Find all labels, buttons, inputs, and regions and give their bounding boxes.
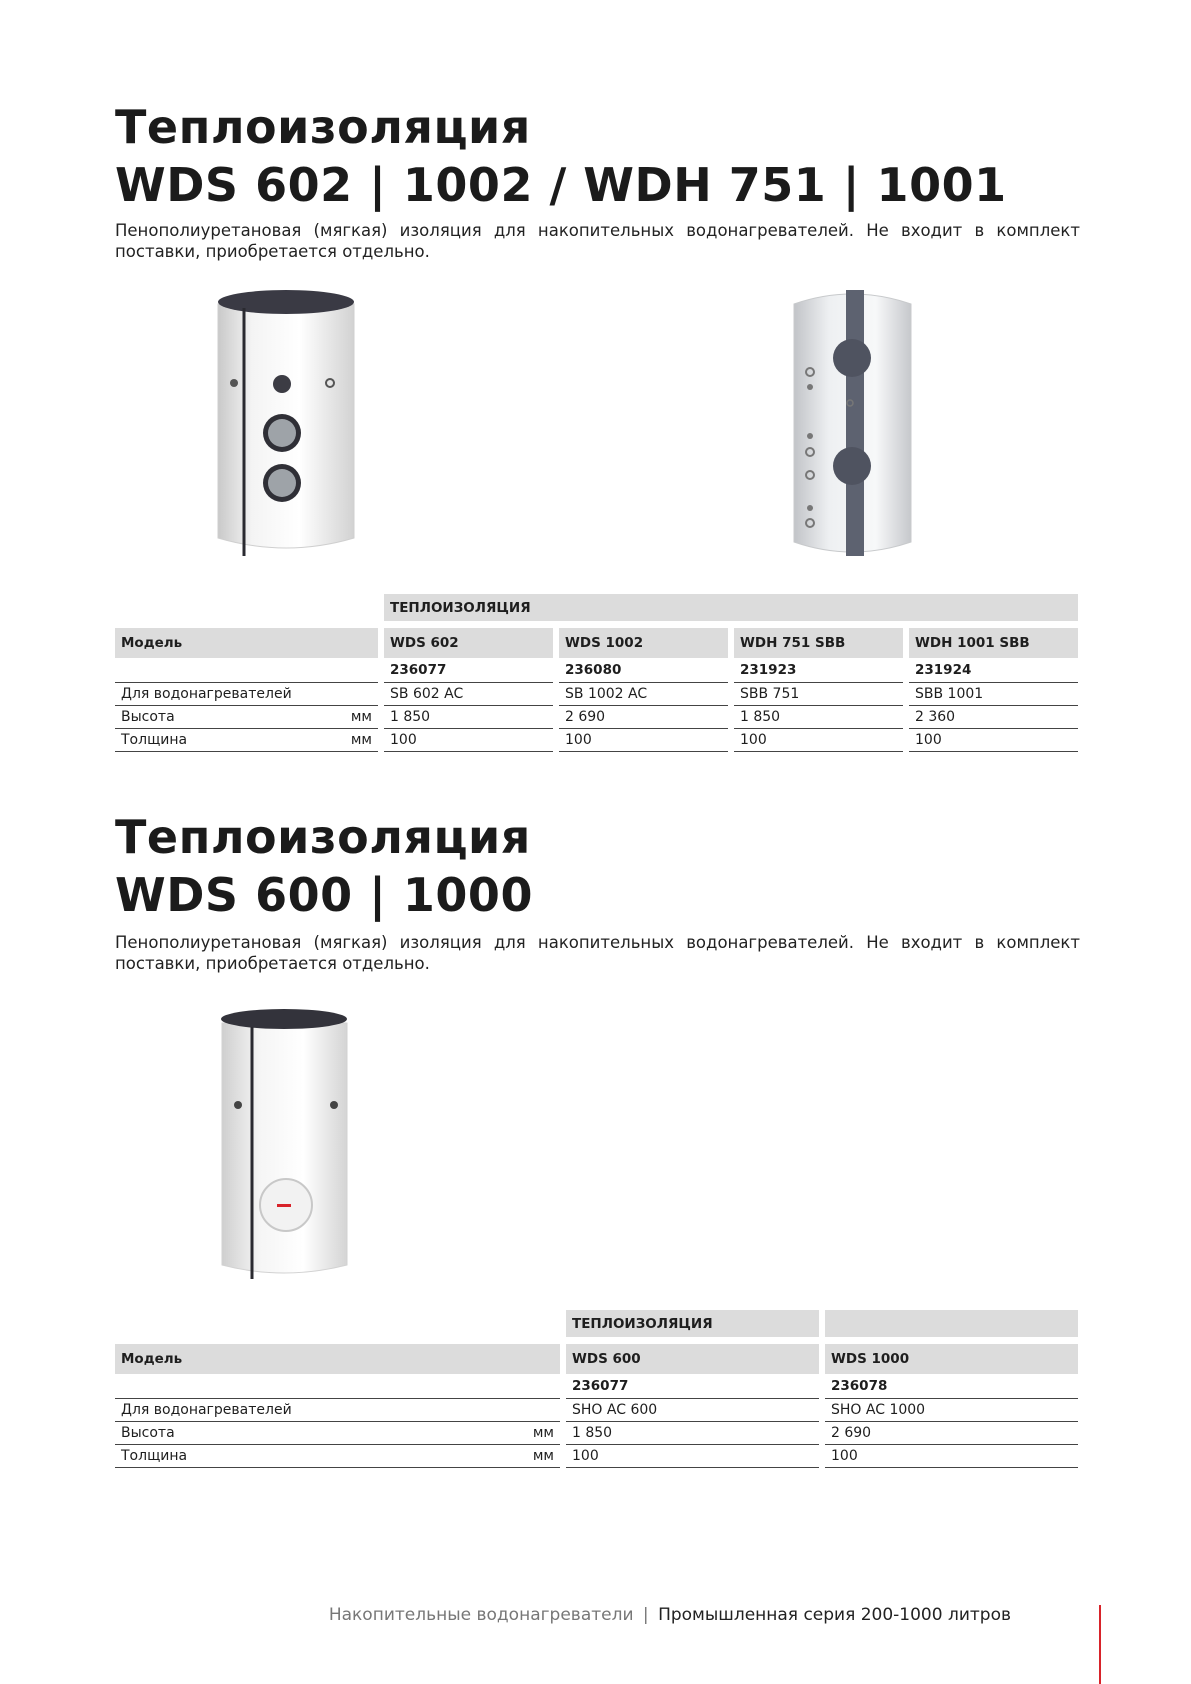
section1-description: Пенополиуретановая (мягкая) изоляция для накопительных водонагревателей. Не входит в комплект поставки, приобретается отдельно. <box>115 221 1080 261</box>
cell: 100 <box>566 1445 819 1468</box>
section1-title-line1: Теплоизоляция <box>115 100 531 154</box>
table1-model: WDH 751 SBB <box>734 628 903 658</box>
footer-separator: | <box>642 1605 649 1625</box>
row-label: Толщина мм <box>115 729 378 752</box>
cell: 1 850 <box>384 706 553 729</box>
footer-category: Накопительные водонагреватели <box>328 1605 634 1625</box>
cell: SBB 1001 <box>909 683 1078 706</box>
cell: SB 1002 AC <box>559 683 728 706</box>
footer-series: Промышленная серия 200-1000 литров <box>658 1605 1011 1625</box>
cell: 1 850 <box>566 1422 819 1445</box>
wds600-insulation-image <box>216 1007 353 1282</box>
table1-code: 236077 <box>384 658 553 683</box>
section2-spec-table <box>109 1310 1084 1468</box>
cell: 100 <box>734 729 903 752</box>
table1-code: 231923 <box>734 658 903 683</box>
cell: SHO AC 1000 <box>825 1399 1078 1422</box>
table-row <box>115 729 1078 752</box>
table1-model: WDH 1001 SBB <box>909 628 1078 658</box>
cell: SB 602 AC <box>384 683 553 706</box>
table2-code: 236077 <box>566 1374 819 1399</box>
section1-title-line2: WDS 602 | 1002 / WDH 751 | 1001 <box>115 158 1007 212</box>
cell: SHO AC 600 <box>566 1399 819 1422</box>
table-row <box>115 1422 1078 1445</box>
table1-code: 231924 <box>909 658 1078 683</box>
row-label: Толщина мм <box>115 1445 560 1468</box>
section2-title-line1: Теплоизоляция <box>115 810 531 864</box>
table2-model-label: Модель <box>115 1344 560 1374</box>
cell: SBB 751 <box>734 683 903 706</box>
table2-code: 236078 <box>825 1374 1078 1399</box>
table1-model-label: Модель <box>115 628 378 658</box>
page-footer <box>329 1605 1011 1625</box>
table-row <box>115 1445 1078 1468</box>
cell: 1 850 <box>734 706 903 729</box>
section2-title-line2: WDS 600 | 1000 <box>115 868 533 922</box>
row-label: Для водонагревателей <box>115 1399 560 1422</box>
row-label: Высота мм <box>115 706 378 729</box>
table1-code: 236080 <box>559 658 728 683</box>
cell: 100 <box>909 729 1078 752</box>
cell: 100 <box>559 729 728 752</box>
wdh-insulation-image <box>790 286 915 562</box>
table1-model: WDS 602 <box>384 628 553 658</box>
row-label: Высота мм <box>115 1422 560 1445</box>
cell: 2 690 <box>825 1422 1078 1445</box>
section2-description: Пенополиуретановая (мягкая) изоляция для накопительных водонагревателей. Не входит в комплект поставки, приобретается отдельно. <box>115 933 1080 973</box>
cell: 2 690 <box>559 706 728 729</box>
section1-spec-table <box>109 594 1084 752</box>
table-row <box>115 706 1078 729</box>
table2-group-header: ТЕПЛОИЗОЛЯЦИЯ <box>566 1310 819 1337</box>
table-row <box>115 683 1078 706</box>
table1-group-header: ТЕПЛОИЗОЛЯЦИЯ <box>384 594 1078 621</box>
table2-model: WDS 600 <box>566 1344 819 1374</box>
row-label: Для водонагревателей <box>115 683 378 706</box>
cell: 100 <box>825 1445 1078 1468</box>
table2-group-header-cont <box>825 1310 1078 1337</box>
cell: 2 360 <box>909 706 1078 729</box>
table2-model: WDS 1000 <box>825 1344 1078 1374</box>
table-row <box>115 1399 1078 1422</box>
wds-insulation-image <box>212 288 360 560</box>
section2-title <box>115 808 533 924</box>
footer-accent-line <box>1099 1605 1101 1684</box>
table1-model: WDS 1002 <box>559 628 728 658</box>
cell: 100 <box>384 729 553 752</box>
section1-title <box>115 98 1007 214</box>
